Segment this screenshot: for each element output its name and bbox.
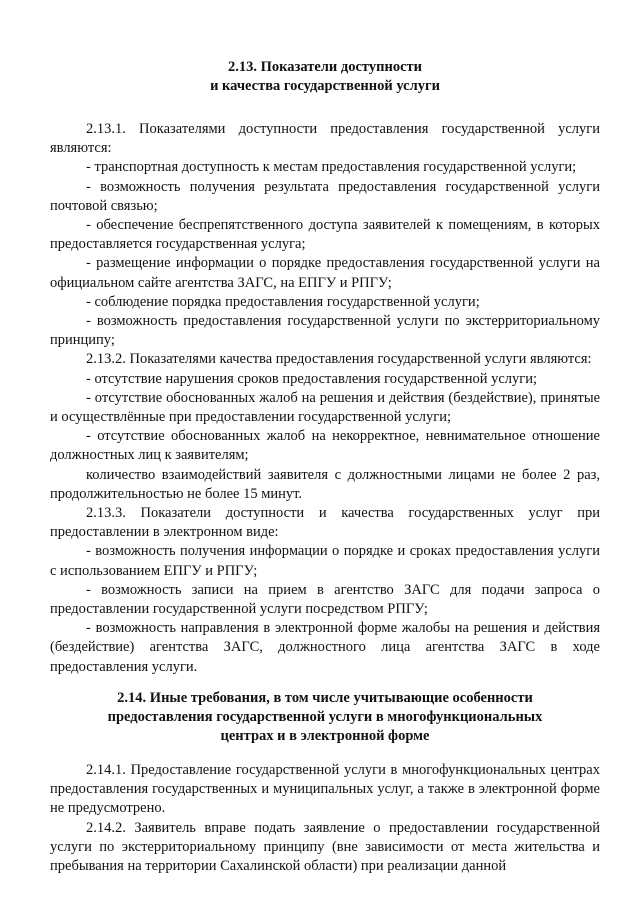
list-item-appointment-booking: - возможность записи на прием в агентство ЗАГС для подачи запроса о предоставлении государственной услуги посредством РПГУ; [50,581,600,618]
list-item-no-justified-complaints: - отсутствие обоснованных жалоб на решения и действия (бездействие), принятые и осуществлённые при предоставлении государственной услуги; [50,389,600,426]
list-item-transport-access: - транспортная доступность к местам предоставления государственной услуги; [86,159,577,176]
list-item-info-via-portals: - возможность получения информации о порядке и сроках предоставления услуги с использованием ЕПГУ и РПГУ; [50,543,600,579]
section-2-14-body [50,761,600,876]
list-item-barrier-free-access: - обеспечение беспрепятственного доступа заявителей к помещениям, в которых предоставляется государственная услуга; [50,217,600,253]
section-2-14-heading-line-1: 2.14. Иные требования, в том числе учитывающие особенности [117,689,533,706]
list-item-extraterritorial: - возможность предоставления государственной услуги по экстерриториальному принципу; [50,313,600,349]
section-2-13-body [50,120,600,677]
list-item-no-deadline-violations: - отсутствие нарушения сроков предоставления государственной услуги; [86,370,538,387]
section-2-14-heading-line-2: предоставления государственной услуги в многофункциональных [107,708,543,725]
list-item-procedure-compliance: - соблюдение порядка предоставления государственной услуги; [86,293,480,310]
section-2-13-heading-line-2: и качества государственной услуги [210,78,440,94]
list-item-interaction-count: количество взаимодействий заявителя с должностными лицами не более 2 раз, продолжительностью не более 15 минут. [50,466,600,502]
list-item-postal-result: - возможность получения результата предоставления государственной услуги почтовой связью; [50,178,600,214]
section-2-13-heading [50,58,600,96]
list-item-no-incorrect-attitude-complaints: - отсутствие обоснованных жалоб на некорректное, невнимательное отношение должностных лиц к заявителям; [50,428,600,464]
paragraph-2-14-2: 2.14.2. Заявитель вправе подать заявление о предоставлении государственной услуги по экстерриториальному принципу (вне зависимости от места жительства и пребывания на территории Сахалинской области) при реализации данной [50,819,600,874]
list-item-info-placement: - размещение информации о порядке предоставления государственной услуги на официальном сайте агентства ЗАГС, на ЕПГУ и РПГУ; [50,255,600,291]
section-2-14-heading [50,689,600,746]
paragraph-2-13-2: 2.13.2. Показателями качества предоставления государственной услуги являются: [86,351,592,368]
list-item-electronic-complaint: - возможность направления в электронной форме жалобы на решения и действия (бездействие) агентства ЗАГС, должностного лица агентства ЗАГС в ходе предоставления услуги. [50,620,600,675]
section-2-13-heading-line-1: 2.13. Показатели доступности [228,59,422,75]
paragraph-2-13-1: 2.13.1. Показателями доступности предоставления государственной услуги являются: [50,121,600,157]
paragraph-2-13-3: 2.13.3. Показатели доступности и качества государственных услуг при предоставлении в электронном виде: [50,505,600,541]
section-2-14-heading-line-3: центрах и в электронной форме [220,727,430,744]
paragraph-2-14-1: 2.14.1. Предоставление государственной услуги в многофункциональных центрах предоставления государственных и муниципальных услуг, а также в электронной форме не предусмотрено. [50,761,600,817]
